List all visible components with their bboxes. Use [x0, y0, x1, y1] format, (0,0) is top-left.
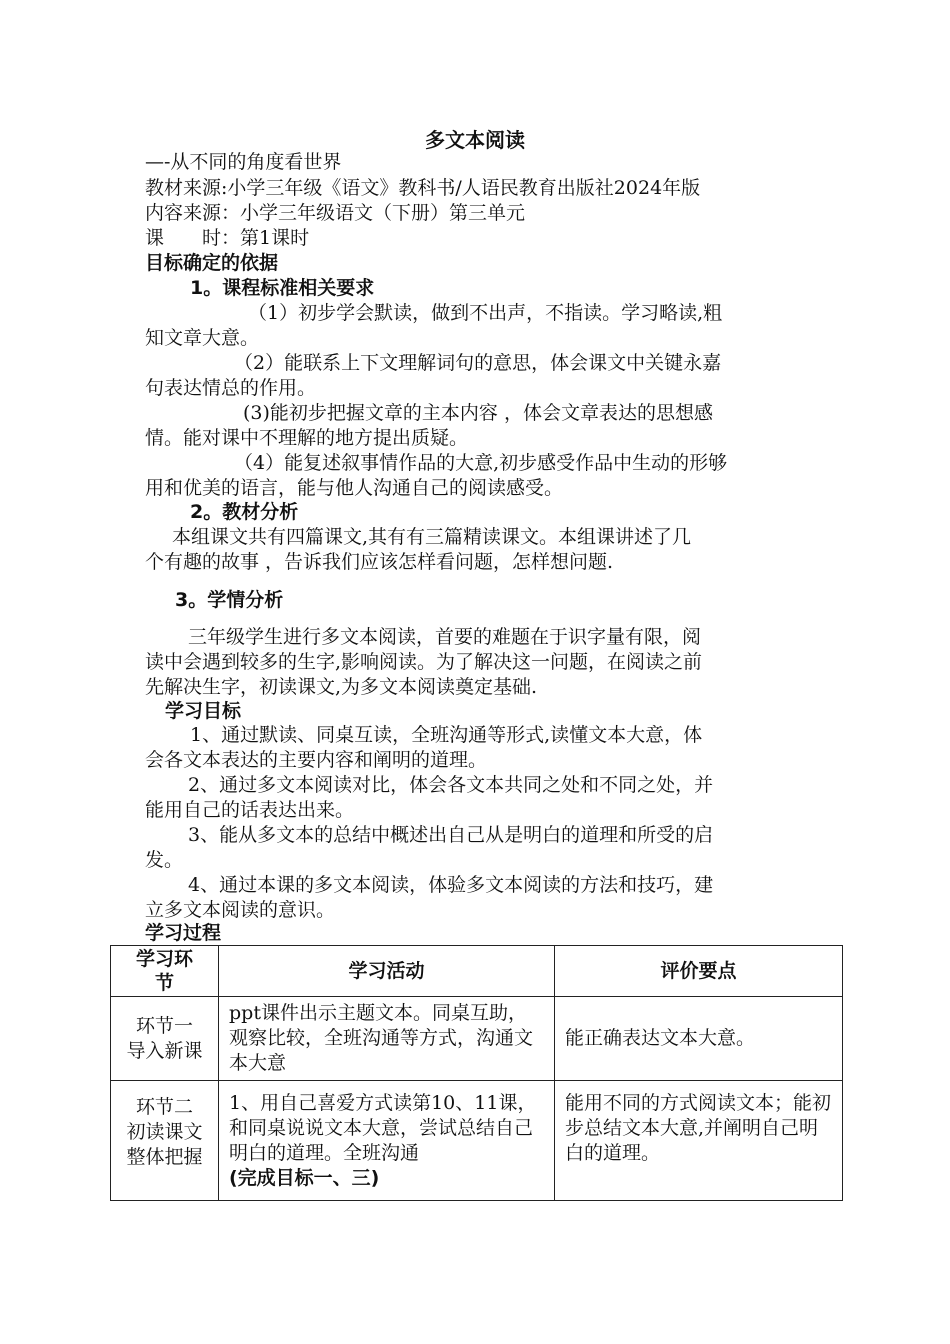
- material-analysis-line-b: 个有趣的故事 ，告诉我们应该怎样看问题，怎样想问题.: [145, 551, 614, 573]
- section-1-heading: 1。课程标准相关要求: [190, 277, 375, 299]
- goal-3-line-a: 3、能从多文本的总结中概述出自己从是明白的道理和所受的启: [188, 824, 714, 846]
- goal-4-line-b: 立多文本阅读的意识。: [145, 899, 336, 921]
- header-stage: 学习环节: [111, 946, 219, 997]
- standard-2-line-b: 句表达情总的作用。: [145, 377, 317, 399]
- goal-2-line-b: 能用自己的话表达出来。: [145, 799, 355, 821]
- content-source: 内容来源：小学三年级语文（下册）第三单元: [145, 202, 526, 224]
- header-evaluation: 评价要点: [555, 946, 843, 997]
- stage-name: 导入新课: [126, 1039, 203, 1062]
- activity-text: ppt课件出示主题文本。同桌互助，观察比较，全班沟通等方式，沟通文本大意: [229, 1002, 534, 1074]
- table-header-row: [111, 946, 843, 997]
- goal-1-line-a: 1、通过默读、同桌互读，全班沟通等形式,读懂文本大意，体: [190, 724, 703, 746]
- goal-3-line-b: 发。: [145, 849, 184, 871]
- goal-4-line-a: 4、通过本课的多文本阅读，体验多文本阅读的方法和技巧，建: [188, 874, 714, 896]
- standard-1-line-b: 知文章大意。: [145, 327, 260, 349]
- activity-goal-note: (完成目标一、三): [229, 1167, 380, 1189]
- document-title: 多文本阅读: [425, 128, 525, 152]
- table-row: [111, 997, 843, 1081]
- evaluation-text: 能用不同的方式阅读文本；能初步总结文本大意,并阐明自己明白的道理。: [565, 1092, 832, 1164]
- goal-1-line-b: 会各文本表达的主要内容和阐明的道理。: [145, 749, 488, 771]
- basis-heading: 目标确定的依据: [145, 252, 279, 274]
- standard-4-line-a: （4）能复述叙事情作品的大意,初步感受作品中生动的形够: [234, 452, 728, 474]
- subtitle: —-从不同的角度看世界: [145, 151, 342, 173]
- textbook-source: 教材来源:小学三年级《语文》教科书/人语民教育出版社2024年版: [145, 177, 701, 199]
- stage-name: 初读课文整体把握: [126, 1121, 203, 1168]
- stage-cell: [111, 1081, 219, 1201]
- header-activity: 学习活动: [219, 946, 555, 997]
- standard-3-line-a: (3)能初步把握文章的主本内容 ，体会文章表达的思想感: [243, 402, 713, 424]
- section-3-heading: 3。学情分析: [175, 589, 284, 611]
- standard-2-line-a: （2）能联系上下文理解词句的意思，体会课文中关键永嘉: [234, 352, 722, 374]
- standard-3-line-b: 情。能对课中不理解的地方提出质疑。: [145, 427, 469, 449]
- learner-analysis-line-c: 先解决生字，初读课文,为多文本阅读奠定基础.: [145, 676, 538, 698]
- stage-cell: [111, 997, 219, 1081]
- goal-2-line-a: 2、通过多文本阅读对比，体会各文本共同之处和不同之处，并: [188, 774, 714, 796]
- evaluation-cell: [555, 1081, 843, 1201]
- process-heading: 学习过程: [145, 922, 222, 944]
- table-row: [111, 1081, 843, 1201]
- lesson-time: 课 时：第1课时: [145, 227, 310, 249]
- standard-4-line-b: 用和优美的语言，能与他人沟通自己的阅读感受。: [145, 477, 564, 499]
- process-table: [110, 945, 843, 1201]
- activity-cell: [219, 997, 555, 1081]
- activity-cell: [219, 1081, 555, 1201]
- standard-1-line-a: （1）初步学会默读，做到不出声，不指读。学习略读,粗: [248, 302, 723, 324]
- goals-heading: 学习目标: [165, 700, 242, 722]
- material-analysis-line-a: 本组课文共有四篇课文,其有有三篇精读课文。本组课讲述了几: [172, 526, 692, 548]
- learner-analysis-line-b: 读中会遇到较多的生字,影响阅读。为了解决这一问题，在阅读之前: [145, 651, 703, 673]
- learner-analysis-line-a: 三年级学生进行多文本阅读，首要的难题在于识字量有限，阅: [188, 626, 702, 648]
- evaluation-cell: [555, 997, 843, 1081]
- stage-label: 环节二: [135, 1096, 193, 1118]
- stage-label: 环节一: [135, 1014, 193, 1037]
- evaluation-text: 能正确表达文本大意。: [565, 1027, 756, 1049]
- section-2-heading: 2。教材分析: [190, 501, 299, 523]
- activity-text: 1、用自己喜爱方式读第10、11课，和同桌说说文本大意，尝试总结自己明白的道理。全班沟通: [229, 1092, 537, 1164]
